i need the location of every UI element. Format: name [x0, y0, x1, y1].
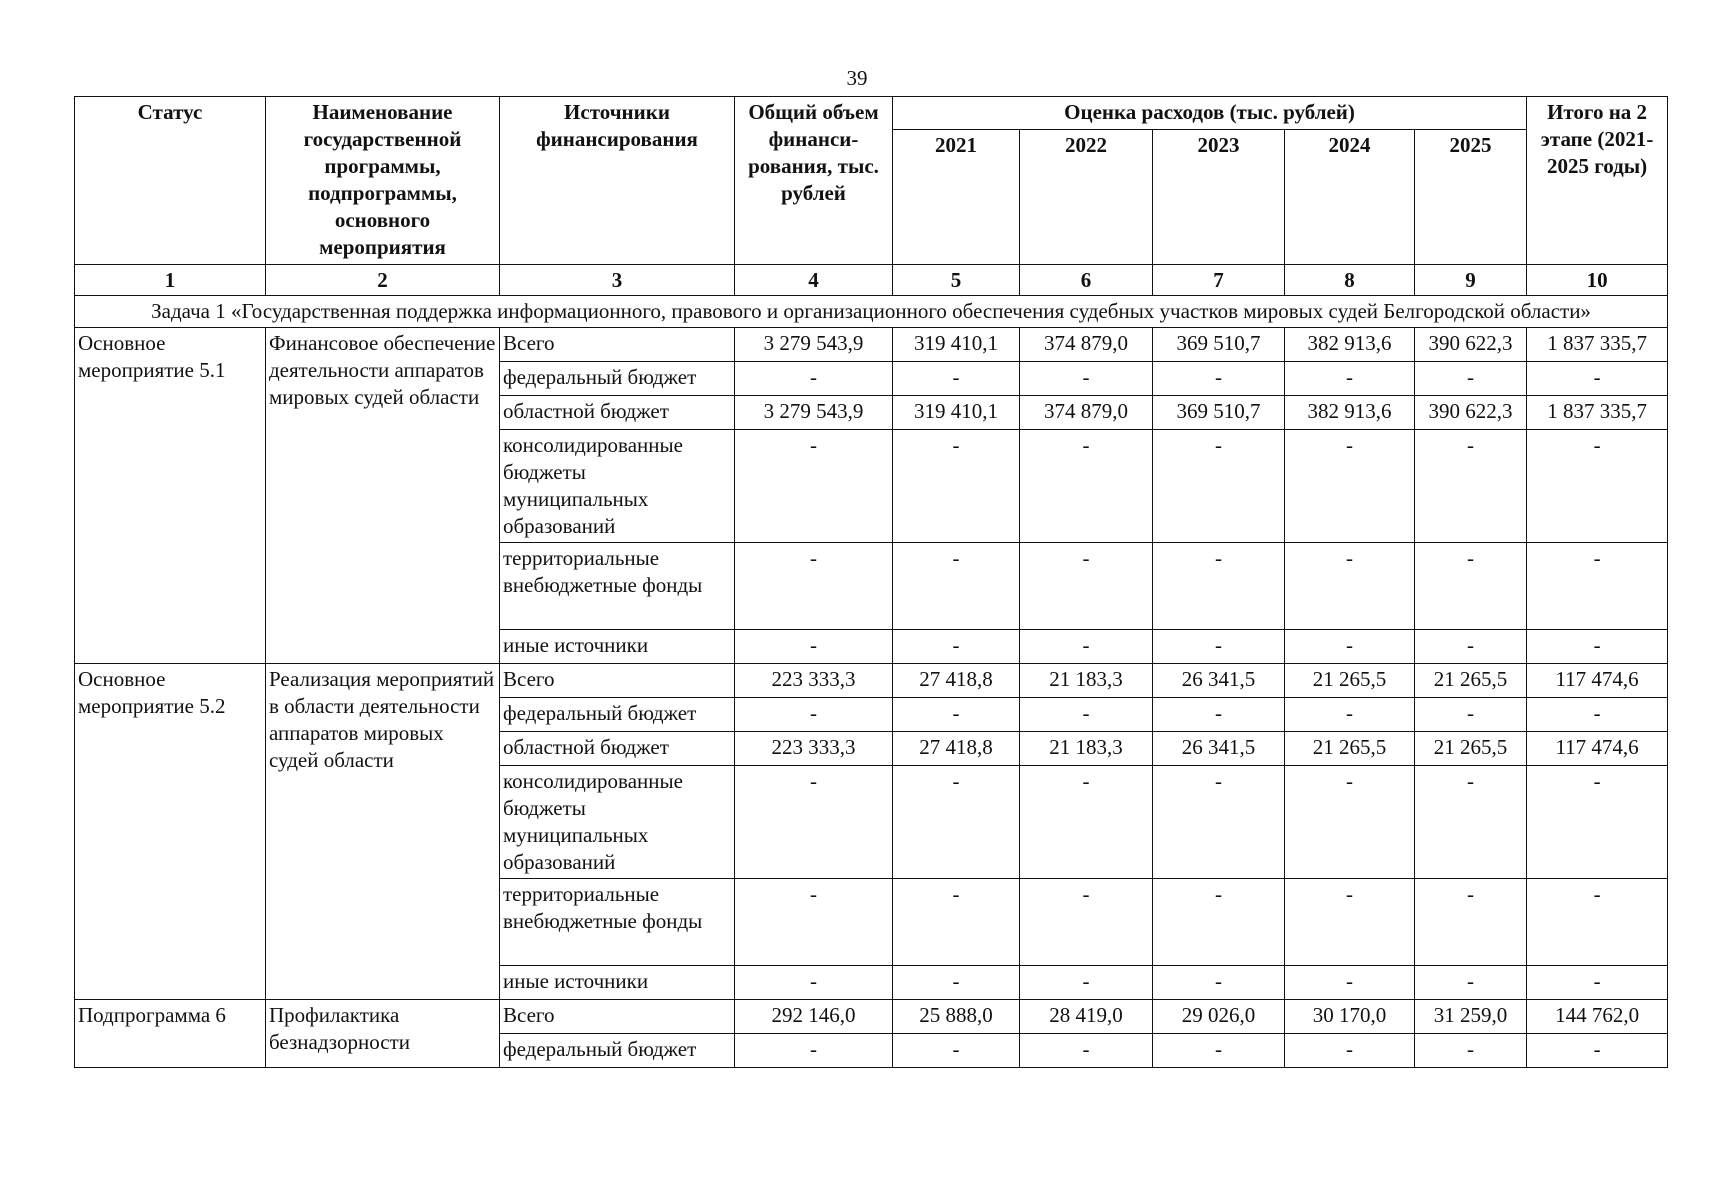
amount-cell: 223 333,3 [735, 664, 893, 698]
amount-cell: - [1415, 1034, 1527, 1068]
amount-cell: 369 510,7 [1153, 328, 1285, 362]
amount-cell: - [1527, 966, 1668, 1000]
amount-cell: 3 279 543,9 [735, 328, 893, 362]
amount-cell: - [735, 879, 893, 966]
amount-cell: 30 170,0 [1285, 1000, 1415, 1034]
amount-cell: - [1285, 879, 1415, 966]
table-row [75, 664, 1668, 698]
amount-cell: - [1153, 879, 1285, 966]
amount-cell: 31 259,0 [1415, 1000, 1527, 1034]
amount-cell: - [893, 879, 1020, 966]
row-program-name: Финансовое обеспечение деятельности аппаратов мировых судей области [266, 328, 500, 664]
header-status: Статус [75, 97, 266, 265]
column-number: 6 [1020, 265, 1153, 296]
amount-cell: - [1020, 698, 1153, 732]
amount-cell: 117 474,6 [1527, 732, 1668, 766]
amount-cell: - [1527, 362, 1668, 396]
amount-cell: - [1020, 1034, 1153, 1068]
amount-cell: - [1020, 630, 1153, 664]
column-number: 7 [1153, 265, 1285, 296]
header-estimate: Оценка расходов (тыс. рублей) [893, 97, 1527, 130]
funding-source: консолидированные бюджеты муниципальных образований [500, 766, 735, 879]
funding-source: Всего [500, 328, 735, 362]
amount-cell: 26 341,5 [1153, 664, 1285, 698]
amount-cell: 27 418,8 [893, 732, 1020, 766]
amount-cell: - [893, 966, 1020, 1000]
amount-cell: 21 265,5 [1285, 732, 1415, 766]
column-number: 9 [1415, 265, 1527, 296]
amount-cell: - [1527, 1034, 1668, 1068]
amount-cell: - [1020, 966, 1153, 1000]
header-year: 2021 [893, 130, 1020, 265]
amount-cell: 319 410,1 [893, 328, 1020, 362]
amount-cell: 374 879,0 [1020, 396, 1153, 430]
amount-cell: 382 913,6 [1285, 328, 1415, 362]
funding-source: Всего [500, 664, 735, 698]
amount-cell: - [1285, 1034, 1415, 1068]
amount-cell: - [1153, 630, 1285, 664]
amount-cell: - [1153, 698, 1285, 732]
amount-cell: - [1415, 698, 1527, 732]
amount-cell: 319 410,1 [893, 396, 1020, 430]
funding-source: Всего [500, 1000, 735, 1034]
amount-cell: - [1285, 430, 1415, 543]
page-number: 39 [846, 66, 868, 90]
amount-cell: - [1020, 430, 1153, 543]
funding-source: федеральный бюджет [500, 698, 735, 732]
amount-cell: 390 622,3 [1415, 328, 1527, 362]
amount-cell: 29 026,0 [1153, 1000, 1285, 1034]
amount-cell: - [1153, 766, 1285, 879]
budget-table [74, 96, 1668, 1068]
amount-cell: 117 474,6 [1527, 664, 1668, 698]
amount-cell: 21 265,5 [1415, 664, 1527, 698]
header-name: Наименование государственной программы, подпрограммы, основного мероприятия [266, 97, 500, 265]
amount-cell: - [893, 362, 1020, 396]
column-number: 4 [735, 265, 893, 296]
amount-cell: - [1020, 879, 1153, 966]
amount-cell: - [1020, 766, 1153, 879]
funding-source: областной бюджет [500, 396, 735, 430]
funding-source: консолидированные бюджеты муниципальных образований [500, 430, 735, 543]
header-year: 2022 [1020, 130, 1153, 265]
amount-cell: - [735, 630, 893, 664]
row-status: Основное мероприятие 5.1 [75, 328, 266, 664]
amount-cell: - [1415, 543, 1527, 630]
amount-cell: 292 146,0 [735, 1000, 893, 1034]
table-row [75, 1000, 1668, 1034]
row-status: Подпрограмма 6 [75, 1000, 266, 1068]
amount-cell: - [1527, 766, 1668, 879]
amount-cell: - [735, 1034, 893, 1068]
amount-cell: 21 183,3 [1020, 664, 1153, 698]
amount-cell: - [1153, 362, 1285, 396]
amount-cell: - [1415, 766, 1527, 879]
header-year: 2024 [1285, 130, 1415, 265]
row-program-name: Реализация мероприятий в области деятельности аппаратов мировых судей области [266, 664, 500, 1000]
column-number: 1 [75, 265, 266, 296]
header-year: 2025 [1415, 130, 1527, 265]
amount-cell: 144 762,0 [1527, 1000, 1668, 1034]
amount-cell: - [1527, 543, 1668, 630]
amount-cell: - [1285, 543, 1415, 630]
amount-cell: - [1527, 430, 1668, 543]
amount-cell: - [735, 698, 893, 732]
header-sources: Источники финансирования [500, 97, 735, 265]
amount-cell: - [1415, 966, 1527, 1000]
header-year: 2023 [1153, 130, 1285, 265]
amount-cell: - [1415, 879, 1527, 966]
row-program-name: Профилактика безнадзорности [266, 1000, 500, 1068]
amount-cell: - [1285, 966, 1415, 1000]
amount-cell: 369 510,7 [1153, 396, 1285, 430]
amount-cell: - [1285, 362, 1415, 396]
amount-cell: 28 419,0 [1020, 1000, 1153, 1034]
amount-cell: - [893, 766, 1020, 879]
amount-cell: - [1153, 1034, 1285, 1068]
amount-cell: 21 265,5 [1285, 664, 1415, 698]
table-row [75, 328, 1668, 362]
amount-cell: 374 879,0 [1020, 328, 1153, 362]
amount-cell: - [1527, 879, 1668, 966]
amount-cell: 25 888,0 [893, 1000, 1020, 1034]
amount-cell: - [1020, 362, 1153, 396]
task-title: Задача 1 «Государственная поддержка информационного, правового и организационного обеспечения судебных участков мировых судей Белгородской области» [75, 296, 1668, 328]
header-total: Общий объем финанси-рования, тыс. рублей [735, 97, 893, 265]
amount-cell: - [1285, 766, 1415, 879]
column-number: 3 [500, 265, 735, 296]
column-number: 10 [1527, 265, 1668, 296]
funding-source: иные источники [500, 630, 735, 664]
amount-cell: 27 418,8 [893, 664, 1020, 698]
amount-cell: - [1285, 630, 1415, 664]
amount-cell: - [1415, 430, 1527, 543]
amount-cell: - [1415, 362, 1527, 396]
amount-cell: - [735, 966, 893, 1000]
amount-cell: - [893, 698, 1020, 732]
amount-cell: 21 265,5 [1415, 732, 1527, 766]
funding-source: территориальные внебюджетные фонды [500, 879, 735, 966]
amount-cell: - [735, 766, 893, 879]
funding-source: иные источники [500, 966, 735, 1000]
amount-cell: 223 333,3 [735, 732, 893, 766]
funding-source: федеральный бюджет [500, 1034, 735, 1068]
column-number: 2 [266, 265, 500, 296]
amount-cell: - [1020, 543, 1153, 630]
header-stage-total: Итого на 2 этапе (2021-2025 годы) [1527, 97, 1668, 265]
amount-cell: 382 913,6 [1285, 396, 1415, 430]
amount-cell: - [893, 630, 1020, 664]
amount-cell: - [1285, 698, 1415, 732]
task-row [75, 296, 1668, 328]
amount-cell: 390 622,3 [1415, 396, 1527, 430]
amount-cell: 21 183,3 [1020, 732, 1153, 766]
amount-cell: - [1527, 630, 1668, 664]
row-status: Основное мероприятие 5.2 [75, 664, 266, 1000]
amount-cell: - [735, 430, 893, 543]
amount-cell: - [1153, 430, 1285, 543]
amount-cell: 1 837 335,7 [1527, 396, 1668, 430]
column-number: 5 [893, 265, 1020, 296]
amount-cell: - [735, 543, 893, 630]
amount-cell: - [893, 1034, 1020, 1068]
amount-cell: - [1153, 543, 1285, 630]
amount-cell: - [1415, 630, 1527, 664]
amount-cell: - [1527, 698, 1668, 732]
amount-cell: 1 837 335,7 [1527, 328, 1668, 362]
amount-cell: - [893, 430, 1020, 543]
column-numbers-row [75, 265, 1668, 296]
amount-cell: 3 279 543,9 [735, 396, 893, 430]
amount-cell: - [893, 543, 1020, 630]
funding-source: областной бюджет [500, 732, 735, 766]
amount-cell: 26 341,5 [1153, 732, 1285, 766]
column-number: 8 [1285, 265, 1415, 296]
amount-cell: - [1153, 966, 1285, 1000]
funding-source: территориальные внебюджетные фонды [500, 543, 735, 630]
amount-cell: - [735, 362, 893, 396]
funding-source: федеральный бюджет [500, 362, 735, 396]
